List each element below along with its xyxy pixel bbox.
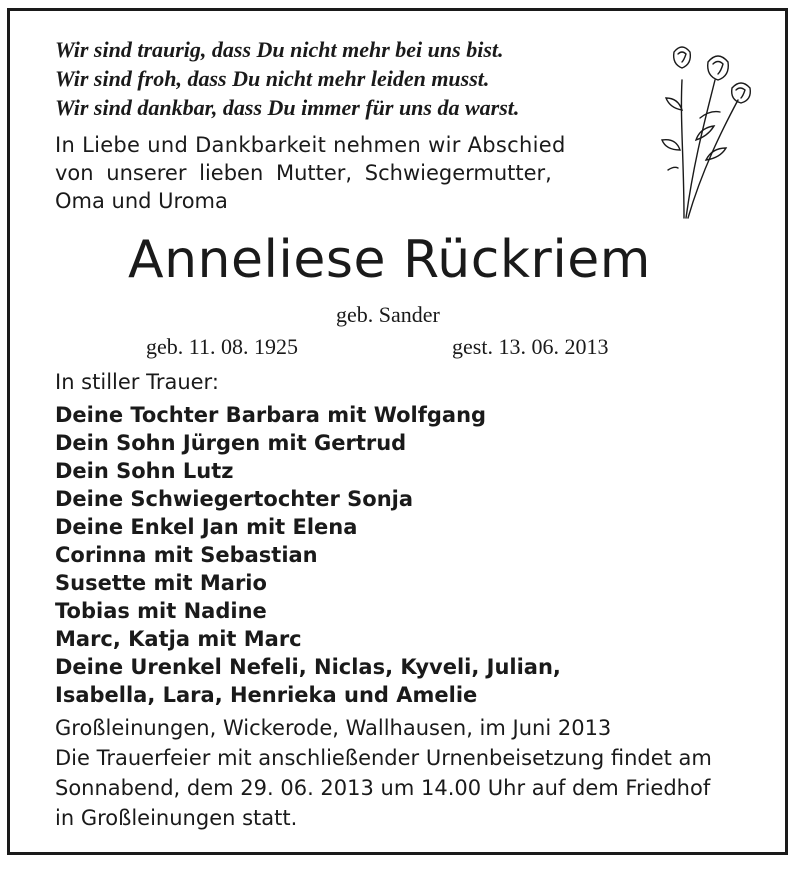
mourner-line: Dein Sohn Jürgen mit Gertrud [55, 431, 407, 455]
mourner-line: Tobias mit Nadine [55, 599, 267, 623]
mourning-heading: In stiller Trauer: [55, 370, 219, 394]
ceremony-line-3: in Großleinungen statt. [55, 806, 298, 830]
mourner-line: Dein Sohn Lutz [55, 459, 234, 483]
ceremony-line-1: Die Trauerfeier mit anschließender Urnenbeisetzung findet am [55, 746, 712, 770]
roses-icon [660, 40, 760, 220]
mourner-line: Deine Tochter Barbara mit Wolfgang [55, 403, 487, 427]
verse-line-3: Wir sind dankbar, dass Du immer für uns da warst. [55, 95, 520, 120]
birth-date: geb. 11. 08. 1925 [146, 334, 298, 359]
intro-line-2: von unserer lieben Mutter, Schwiegermutter, [55, 161, 552, 185]
mourner-line: Isabella, Lara, Henrieka und Amelie [55, 683, 478, 707]
maiden-name: geb. Sander [336, 302, 440, 327]
mourner-line: Susette mit Mario [55, 571, 267, 595]
place-date: Großleinungen, Wickerode, Wallhausen, im Juni 2013 [55, 716, 612, 740]
verse-line-2: Wir sind froh, dass Du nicht mehr leiden musst. [55, 66, 490, 91]
deceased-name: Anneliese Rückriem [128, 230, 651, 290]
intro-line-1: In Liebe und Dankbarkeit nehmen wir Abschied [55, 133, 566, 157]
verse-line-1: Wir sind traurig, dass Du nicht mehr bei uns bist. [55, 37, 504, 62]
mourner-line: Corinna mit Sebastian [55, 543, 318, 567]
mourner-line: Deine Enkel Jan mit Elena [55, 515, 358, 539]
mourner-line: Deine Urenkel Nefeli, Niclas, Kyveli, Julian, [55, 655, 561, 679]
death-date: gest. 13. 06. 2013 [452, 334, 609, 359]
mourner-line: Marc, Katja mit Marc [55, 627, 302, 651]
mourner-line: Deine Schwiegertochter Sonja [55, 487, 414, 511]
ceremony-line-2: Sonnabend, dem 29. 06. 2013 um 14.00 Uhr auf dem Friedhof [55, 776, 711, 800]
intro-line-3: Oma und Uroma [55, 189, 228, 213]
